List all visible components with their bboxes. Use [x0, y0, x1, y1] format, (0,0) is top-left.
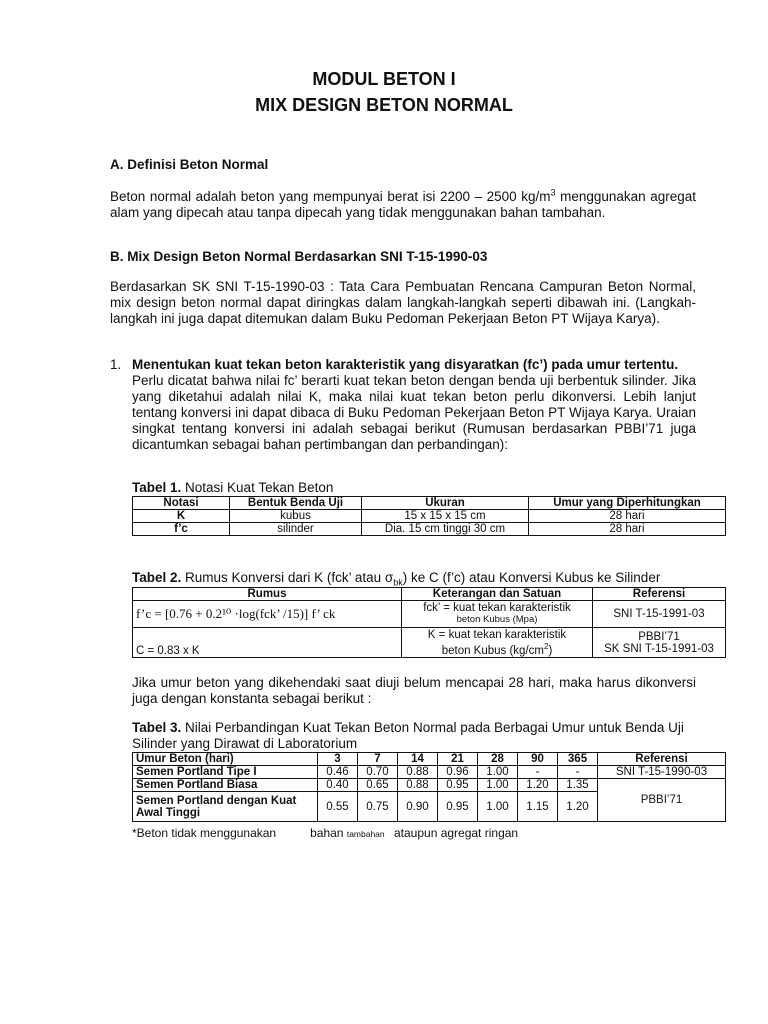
table-header-cell: 7	[358, 753, 398, 766]
formula-cell: f’c = [0.76 + 0.2¹⁰ ·log(fck’ /15)] f’ ck	[133, 601, 402, 628]
table-header-cell: Keterangan dan Satuan	[402, 588, 593, 601]
table-1	[132, 496, 726, 536]
table-cell: 0.46	[318, 766, 358, 779]
table-header-cell: 21	[438, 753, 478, 766]
desc-line: fck’ = kuat tekan karakteristik	[423, 602, 571, 614]
table-cell: 1.15	[518, 792, 558, 822]
table-cell: 0.55	[318, 792, 358, 822]
section-b-paragraph: Berdasarkan SK SNI T-15-1990-03 : Tata Cara Pembuatan Rencana Campuran Beton Normal, mix design beton normal dapat diringkas dalam langkah-langkah seperti dibawah ini. (Langkah-langkah ini juga dapat ditemukan dalam Buku Pedoman Pekerjaan Beton PT Wijaya Karya).	[110, 279, 696, 326]
table-row	[133, 628, 726, 658]
footnote-text: tambahan	[346, 829, 385, 839]
table-cell: 0.95	[438, 779, 478, 792]
table-cell: 15 x 15 x 15 cm	[362, 510, 529, 523]
table-header-cell: 14	[398, 753, 438, 766]
table-cell: 0.40	[318, 779, 358, 792]
table-row	[133, 523, 726, 536]
section-a-superscript: 3	[550, 187, 556, 198]
table-cell: 28 hari	[529, 523, 726, 536]
table-cell: -	[558, 766, 598, 779]
table-cell: PBBI’71	[598, 779, 726, 822]
table-cell: 1.20	[518, 779, 558, 792]
table-header-cell: 28	[478, 753, 518, 766]
table-header-cell: 90	[518, 753, 558, 766]
table-cell: SNI T-15-1990-03	[598, 766, 726, 779]
table-row	[133, 510, 726, 523]
table-row	[133, 779, 726, 792]
table-header-cell: 3	[318, 753, 358, 766]
footnote-text: ataupun agregat ringan	[393, 826, 519, 840]
table-header-cell: Referensi	[598, 753, 726, 766]
table-cell: SNI T-15-1991-03	[593, 601, 726, 628]
section-a-text-1: Beton normal adalah beton yang mempunyai berat isi 2200 – 2500 kg/m	[110, 189, 551, 204]
table-2-label: Tabel 2.	[132, 570, 182, 585]
item-1-body: Perlu dicatat bahwa nilai fc’ berarti kuat tekan beton dengan benda uji berbentuk silinder. Jika yang diketahui adalah nilai K, maka nilai kuat tekan beton perlu dikonversi. Lebih lanjut tentang konversi ini dapat dibaca di Buku Pedoman Pekerjaan Beton PT Wijaya Karya. Uraian singkat tentang konversi ini adalah sebagai berikut (Rumusan berdasarkan PBBI’71 juga dicantumkan sebagai bahan pertimbangan dan perbandingan):	[132, 373, 696, 452]
table-header-cell: Notasi	[133, 497, 230, 510]
table-header-cell: Ukuran	[362, 497, 529, 510]
desc-text: beton Kubus (kg/cm	[441, 644, 544, 657]
table-header-cell: Bentuk Benda Uji	[230, 497, 362, 510]
footnote-text: bahan	[310, 826, 344, 840]
table-3-caption-text: Nilai Perbandingan Kuat Tekan Beton Normal pada Berbagai Umur untuk Benda Uji Silinder yang Dirawat di Laboratorium	[132, 720, 684, 751]
item-1-heading: Menentukan kuat tekan beton karakteristik yang disyaratkan (fc’) pada umur tertentu.	[132, 357, 679, 372]
table-cell: 1.00	[478, 766, 518, 779]
table-cell: 1.35	[558, 779, 598, 792]
table-cell: 0.88	[398, 779, 438, 792]
table-row	[133, 766, 726, 779]
table-header-row	[133, 753, 726, 766]
table-2-caption-text-b: ) ke C (f’c) atau Konversi Kubus ke Silinder	[402, 570, 661, 585]
table-cell	[402, 628, 593, 658]
table-cell: 0.95	[438, 792, 478, 822]
table-header-cell: 365	[558, 753, 598, 766]
item-number: 1.	[110, 357, 122, 372]
section-a-text-2: menggunakan agregat alam yang dipecah atau tanpa dipecah yang tidak menggunakan bahan tambahan.	[110, 189, 697, 220]
table-cell: -	[518, 766, 558, 779]
section-a-paragraph	[110, 189, 696, 221]
table-3-footnote	[132, 826, 518, 840]
item-1	[132, 357, 696, 453]
table-cell: f’c	[133, 523, 230, 536]
desc-line: K = kuat tekan karakteristik	[427, 628, 567, 641]
table-cell: 1.20	[558, 792, 598, 822]
table-1-caption-text: Notasi Kuat Tekan Beton	[181, 480, 334, 495]
table-cell: 0.75	[358, 792, 398, 822]
table-cell: 1.00	[478, 792, 518, 822]
table-cell: 1.00	[478, 779, 518, 792]
table-header-cell: Umur Beton (hari)	[133, 753, 318, 766]
table-cell	[402, 601, 593, 628]
desc-close: )	[548, 644, 553, 657]
footnote-text: *Beton tidak menggunakan	[132, 826, 277, 840]
table-cell: 0.90	[398, 792, 438, 822]
table-2-caption-text-a: Rumus Konversi dari K (fck’ atau σ	[181, 570, 394, 585]
section-b-heading: B. Mix Design Beton Normal Berdasarkan SNI T-15-1990-03	[110, 249, 488, 264]
table-header-row	[133, 497, 726, 510]
row-header-cell: Semen Portland dengan Kuat Awal Tinggi	[133, 792, 318, 822]
table-3	[132, 752, 726, 822]
table-cell: K	[133, 510, 230, 523]
table-3-label: Tabel 3.	[132, 720, 182, 735]
table-cell: silinder	[230, 523, 362, 536]
row-header-cell: Semen Portland Tipe I	[133, 766, 318, 779]
table-2	[132, 587, 726, 658]
table-cell: kubus	[230, 510, 362, 523]
ref-line: SK SNI T-15-1991-03	[604, 642, 714, 655]
table-cell: 0.65	[358, 779, 398, 792]
table-header-cell: Referensi	[593, 588, 726, 601]
table-1-caption	[132, 480, 333, 496]
table-cell: Dia. 15 cm tinggi 30 cm	[362, 523, 529, 536]
table-2-caption-subscript: bk	[393, 577, 403, 588]
section-a-heading: A. Definisi Beton Normal	[110, 157, 269, 172]
desc-line: beton Kubus (Mpa)	[456, 614, 538, 625]
table-cell: 28 hari	[529, 510, 726, 523]
table-header-cell: Rumus	[133, 588, 402, 601]
paragraph-conversion: Jika umur beton yang dikehendaki saat diuji belum mencapai 28 hari, maka harus dikonversi juga dengan konstanta sebagai berikut :	[132, 675, 696, 706]
row-header-cell: Semen Portland Biasa	[133, 779, 318, 792]
table-cell: 0.70	[358, 766, 398, 779]
formula-cell: C = 0.83 x K	[133, 628, 402, 658]
table-3-caption	[132, 720, 696, 752]
page-subtitle: MIX DESIGN BETON NORMAL	[255, 95, 513, 115]
table-header-row	[133, 588, 726, 601]
table-cell: 0.96	[438, 766, 478, 779]
page-title: MODUL BETON I	[312, 69, 456, 89]
table-header-cell: Umur yang Diperhitungkan	[529, 497, 726, 510]
desc-line-units	[405, 641, 589, 657]
ref-line: PBBI’71	[638, 630, 680, 643]
table-cell	[593, 628, 726, 658]
table-1-label: Tabel 1.	[132, 480, 182, 495]
table-row	[133, 601, 726, 628]
table-cell: 0.88	[398, 766, 438, 779]
desc-superscript: 2	[543, 641, 549, 651]
